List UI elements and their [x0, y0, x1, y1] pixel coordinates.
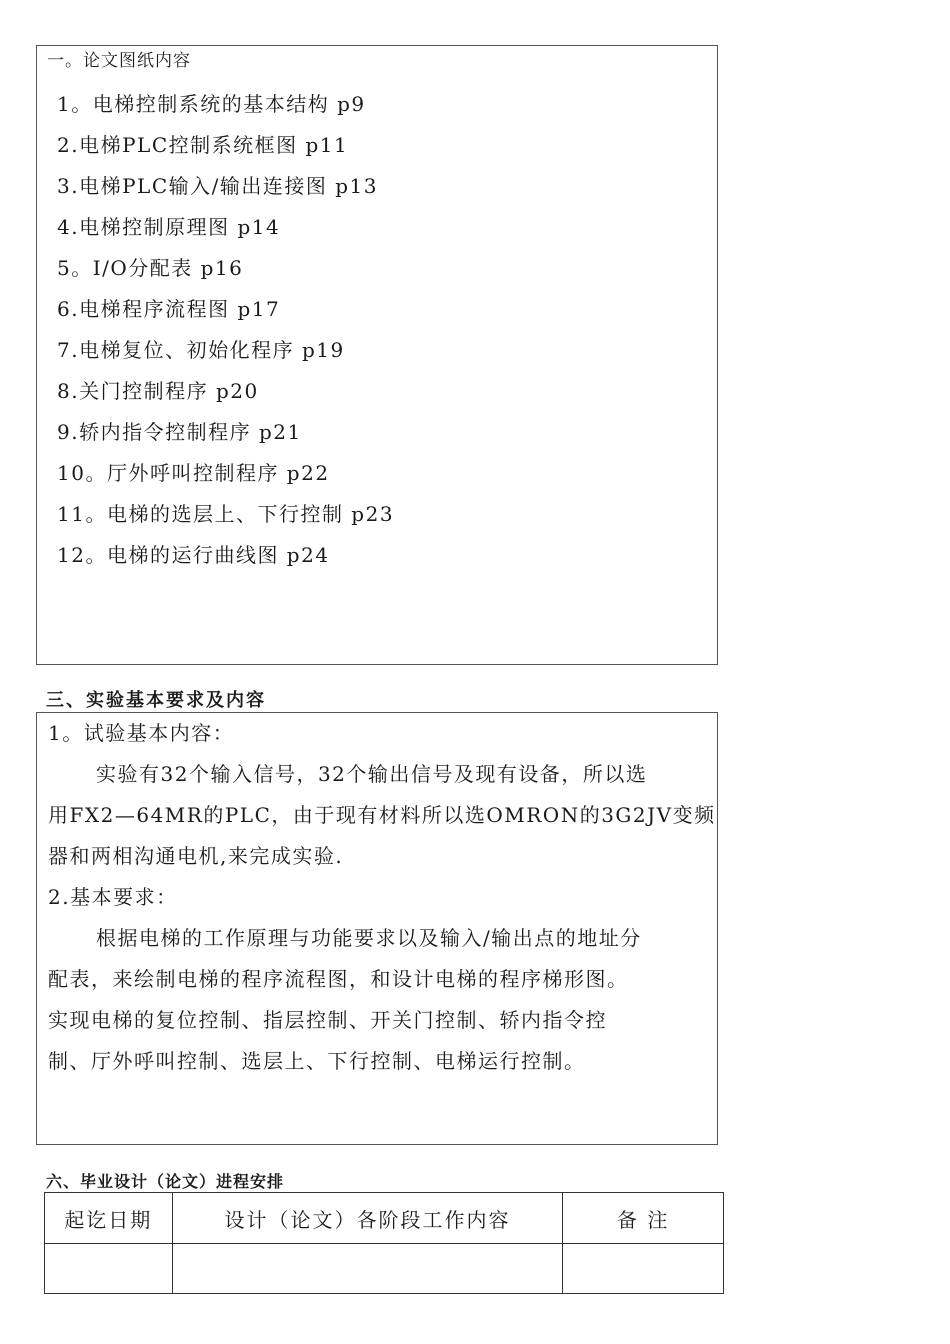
column-header-work-content: 设计（论文）各阶段工作内容: [172, 1193, 563, 1244]
experiment-content: [48, 713, 716, 1082]
table-header-row: [45, 1193, 724, 1244]
column-header-dates: 起讫日期: [45, 1193, 173, 1244]
content-line: 用FX2—64MR的PLC，由于现有材料所以选OMRON的3G2JV变频: [48, 803, 716, 827]
column-header-remarks: 备 注: [563, 1193, 724, 1244]
requirements-line: 实现电梯的复位控制、指层控制、开关门控制、轿内指令控: [48, 1008, 607, 1032]
list-item: 9.轿内指令控制程序 p21: [57, 420, 302, 444]
list-item: 8.关门控制程序 p20: [57, 379, 259, 403]
drawing-contents-title: 一。论文图纸内容: [47, 51, 191, 71]
table-row: [45, 1244, 724, 1294]
drawing-contents-list: [57, 84, 394, 576]
table-cell: [563, 1244, 724, 1294]
list-item: 11。电梯的选层上、下行控制 p23: [57, 502, 395, 526]
content-title: 1。试验基本内容：: [48, 721, 235, 745]
list-item: 4.电梯控制原理图 p14: [57, 215, 281, 239]
drawing-contents-box: [36, 45, 718, 665]
experiment-content-box: [36, 712, 718, 1145]
requirements-line: 根据电梯的工作原理与功能要求以及输入/输出点的地址分: [96, 926, 642, 950]
schedule-table: [44, 1192, 724, 1294]
list-item: 10。厅外呼叫控制程序 p22: [57, 461, 330, 485]
list-item: 2.电梯PLC控制系统框图 p11: [57, 133, 349, 157]
list-item: 6.电梯程序流程图 p17: [57, 297, 281, 321]
list-item: 5。I/O分配表 p16: [57, 256, 244, 280]
requirements-line: 配表，来绘制电梯的程序流程图，和设计电梯的程序梯形图。: [48, 967, 629, 991]
content-line: 实验有32个输入信号，32个输出信号及现有设备，所以选: [96, 762, 648, 786]
requirements-title: 2.基本要求：: [48, 885, 178, 909]
requirements-line: 制、厅外呼叫控制、选层上、下行控制、电梯运行控制。: [48, 1049, 586, 1073]
content-line: 器和两相沟通电机,来完成实验.: [48, 844, 344, 868]
experiment-section-heading: 三、实验基本要求及内容: [46, 690, 266, 711]
schedule-section-heading: 六、毕业设计（论文）进程安排: [46, 1172, 285, 1191]
list-item: 1。电梯控制系统的基本结构 p9: [57, 92, 366, 116]
table-cell: [45, 1244, 173, 1294]
list-item: 3.电梯PLC输入/输出连接图 p13: [57, 174, 378, 198]
table-cell: [172, 1244, 563, 1294]
list-item: 7.电梯复位、初始化程序 p19: [57, 338, 345, 362]
list-item: 12。电梯的运行曲线图 p24: [57, 543, 330, 567]
